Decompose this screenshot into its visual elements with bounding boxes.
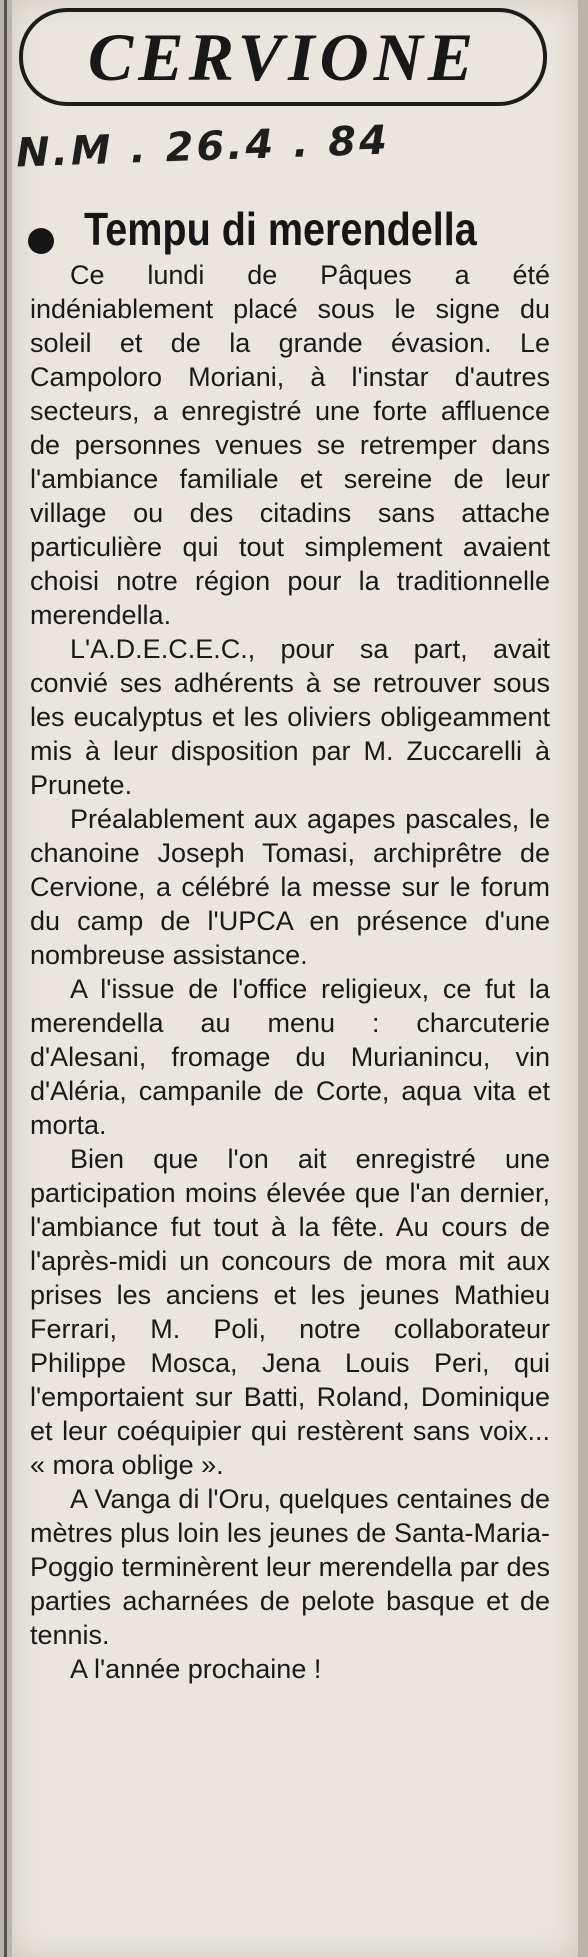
- article-paragraph: A Vanga di l'Oru, quelques centaines de mètres plus loin les jeunes de Santa-Maria-Poggio terminèrent leur merendella par des parties acharnées de pelote basque et de tennis.: [30, 1484, 550, 1650]
- article-paragraph: L'A.D.E.C.E.C., pour sa part, avait convié ses adhérents à se retrouver sous les eucalyptus et les oliviers obligeamment mis à leur disposition par M. Zuccarelli à Prunete.: [30, 634, 550, 800]
- article-headline: Tempu di merendella: [84, 203, 477, 255]
- article-paragraph: Bien que l'on ait enregistré une participation moins élevée que l'an dernier, l'ambiance fut tout à la fête. Au cours de l'après-midi un concours de mora mit aux prises les anciens et les jeunes Mathieu Ferrari, M. Poli, notre collaborateur Philippe Mosca, Jena Louis Peri, qui l'emportaient sur Batti, Roland, Dominique et leur coéquipier qui restèrent sans voix... « mora oblige ».: [30, 1144, 550, 1480]
- masthead-title: CERVIONE: [87, 19, 479, 95]
- article-paragraph: Ce lundi de Pâques a été indéniablement placé sous le signe du soleil et de la grande évasion. Le Campoloro Moriani, à l'instar d'autres secteurs, a enregistré une forte affluence de personnes venues se retremper dans l'ambiance familiale et sereine de leur village ou des citadins sans attache particulière qui tout simplement avaient choisi notre région pour la traditionnelle merendella.: [30, 260, 550, 630]
- masthead-box: [19, 8, 547, 106]
- column-rule: [4, 0, 7, 1957]
- handwritten-date-note: N.M . 26.4 . 84: [15, 117, 391, 177]
- article-paragraph: A l'issue de l'office religieux, ce fut la merendella au menu : charcuterie d'Alesani, fromage du Murianincu, vin d'Aléria, campanile de Corte, aqua vita et morta.: [30, 974, 550, 1140]
- article-paragraph: Préalablement aux agapes pascales, le chanoine Joseph Tomasi, archiprêtre de Cervione, a célébré la messe sur le forum du camp de l'UPCA en présence d'une nombreuse assistance.: [30, 804, 550, 970]
- article-body: [30, 258, 550, 1686]
- article-paragraph: A l'année prochaine !: [70, 1654, 322, 1684]
- headline-bullet-icon: [28, 228, 54, 254]
